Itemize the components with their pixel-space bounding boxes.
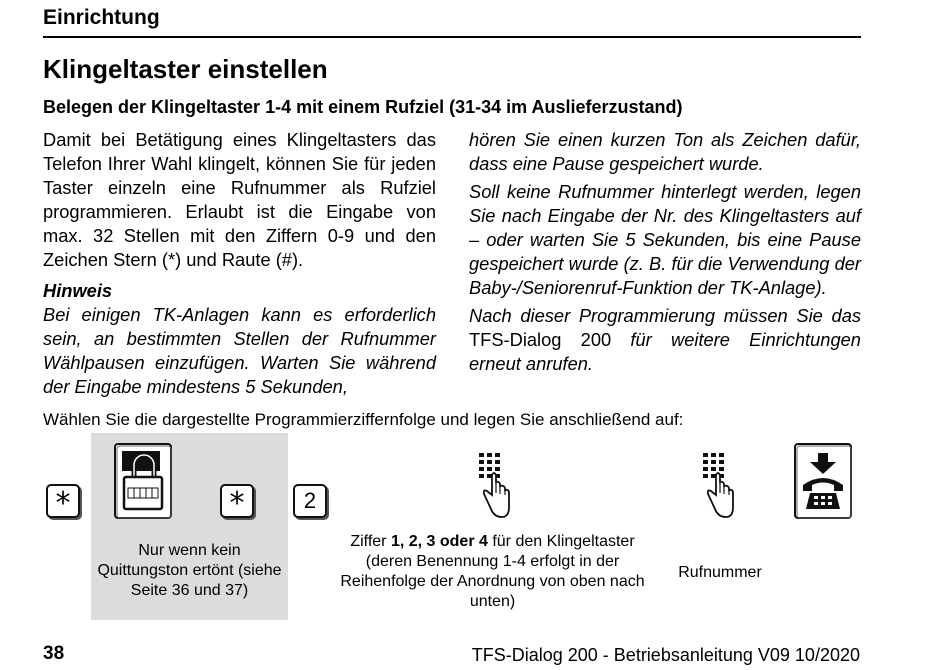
pause-paragraph: hören Sie einen kurzen Ton als Zeichen dafür, dass eine Pause gespeichert wurde. [469, 129, 861, 174]
padlock-icon [114, 443, 172, 519]
lock-step-caption: Nur wenn kein Quittungston ertönt (siehe Seite 36 und 37) [97, 542, 282, 599]
digit-caption-post: für den Klingeltaster (deren Benennung 1-4 erfolgt in der Reihenfolge der Anordnung von oben nach unten) [340, 533, 645, 610]
number-step-caption: Rufnummer [678, 564, 762, 581]
star-key-icon: * [46, 484, 80, 518]
digit-step-caption [340, 532, 645, 612]
header-divider [43, 36, 861, 38]
two-key-icon: 2 [293, 484, 327, 518]
keypad-press-icon [701, 451, 737, 521]
no-number-paragraph: Soll keine Rufnummer hinterlegt werden, legen Sie nach Eingabe der Nr. des Klingeltasters auf – oder warten Sie 5 Sekunden, bis eine Pause gespeichert wurde (z. B. für die Verwendung der Baby-/Seniorenruf-Funktion der TK-Anlage). [469, 181, 861, 298]
keypad-press-icon [477, 451, 513, 521]
digit-caption-pre: Ziffer [350, 533, 391, 550]
page-subtitle: Belegen der Klingeltaster 1-4 mit einem Rufziel (31-34 im Auslieferzustand) [43, 97, 683, 117]
right-column [469, 128, 861, 376]
section-label: Einrichtung [43, 6, 160, 29]
hinweis-heading: Hinweis [43, 280, 113, 301]
page-title: Klingeltaster einstellen [43, 54, 328, 84]
reconnect-paragraph [469, 304, 861, 376]
hinweis-text: Bei einigen TK-Anlagen kann es erforderlich sein, an bestimmten Stellen der Rufnummer Wählpausen einzufügen. Warten Sie während der Eingabe mindestens 5 Sekunden, [43, 304, 436, 397]
reconnect-text-start: Nach dieser Programmierung müssen Sie das [469, 305, 861, 326]
intro-paragraph: Damit bei Betätigung eines Klingeltasters das Telefon Ihrer Wahl klingelt, können Sie für jeden Taster einzeln eine Rufnummer als Rufziel programmieren. Erlaubt ist die Eingabe von max. 32 Stellen mit den Ziffern 0-9 und den Zeichen Stern (*) und Raute (#). [43, 129, 436, 270]
document-footer: TFS-Dialog 200 - Betriebsanleitung V09 10/2020 [471, 645, 860, 665]
device-name: TFS-Dialog 200 [469, 329, 612, 350]
star-key-icon: * [220, 484, 254, 518]
instruction-text: Wählen Sie die dargestellte Programmierziffernfolge und legen Sie anschließend auf: [43, 410, 684, 429]
reconnect-text-end: für weitere Einrichtungen erneut anrufen. [469, 329, 861, 374]
page-number: 38 [43, 643, 65, 664]
digit-caption-bold: 1, 2, 3 oder 4 [390, 533, 488, 550]
hang-up-phone-icon [794, 443, 852, 519]
left-column [43, 128, 436, 399]
